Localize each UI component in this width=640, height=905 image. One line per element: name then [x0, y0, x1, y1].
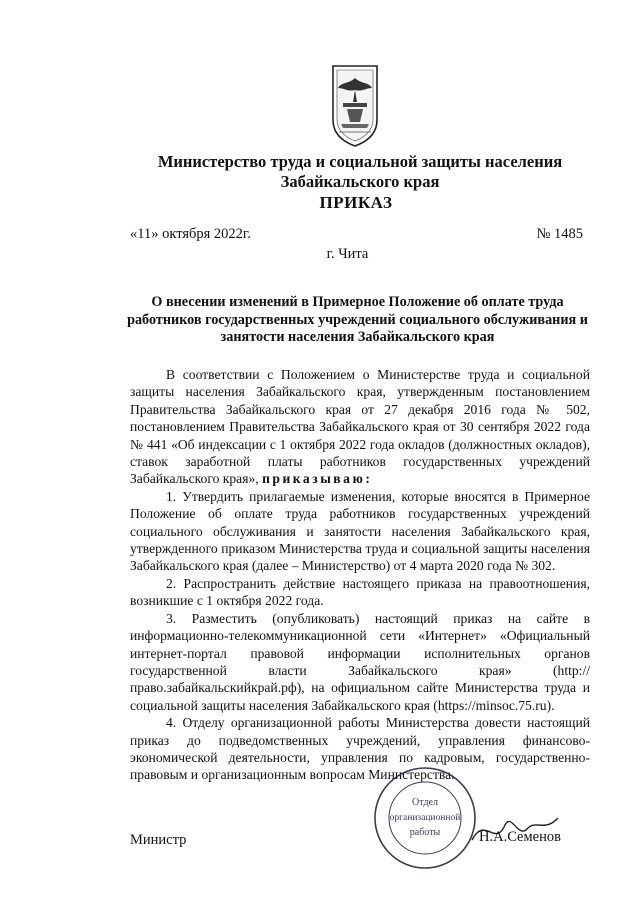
signatory-name: Н.А.Семенов [479, 829, 561, 845]
stamp-line3: работы [409, 827, 441, 838]
stamp-line2: организационной [389, 813, 461, 823]
signatory-position: Министр [130, 832, 187, 848]
document-subject [125, 294, 590, 347]
intro-paragraph [130, 366, 590, 488]
stamp-line1: Отдел [412, 797, 438, 808]
org-name-line2: Забайкальского края [280, 172, 440, 191]
subject-line3: занятости населения Забайкальского края [220, 329, 495, 345]
org-name-line1: Министерство труда и социальной защиты населения [157, 152, 563, 171]
intro-text: В соответствии с Положением о Министерстве труда и социальной защиты населения Забайкальского края, утвержденным постановлением Правительства Забайкальского края от 27 декабря 2016 года № 502, постановлением Правительства Забайкальского края от 30 сентября 2022 года № 441 «Об индексации с 1 октября 2022 года окладов (должностных окладов), ставок заработной платы работников государственных учреждений Забайкальского края», [130, 367, 590, 487]
subject-line2: работников государственных учреждений социального обслуживания и [127, 311, 588, 328]
list-item-4: 4. Отделу организационной работы Министерства довести настоящий приказ до подведомственных учреждений, управления финансово-экономической деятельности, управления по кадровым, государственно-правовым и организационным вопросам Министерства. [130, 715, 590, 783]
coat-of-arms-icon [329, 62, 381, 148]
order-word: приказываю: [262, 471, 373, 487]
document-date: «11» октября 2022г. [130, 226, 251, 242]
list-item-1: 1. Утвердить прилагаемые изменения, которые вносятся в Примерное Положение об оплате труда работников государственных учреждений социального обслуживания и занятости населения Забайкальского края, утвержденного приказом Министерства труда и социальной защиты населения Забайкальского края (далее – Министерство) от 4 марта 2020 года № 302. [130, 488, 590, 574]
subject-line1: О внесении изменений в Примерное Положение об оплате труда [151, 294, 564, 310]
list-item-2: 2. Распространить действие настоящего приказа на правоотношения, возникшие с 1 октября 2022 года. [130, 575, 590, 609]
document-number: № 1485 [536, 226, 583, 242]
list-item-3: 3. Разместить (опубликовать) настоящий приказ на сайте в информационно-телекоммуникационной сети «Интернет» «Официальный интернет-портал правовой информации исполнительных органов государственной власти Забайкальского края» (http://право.забайкальскийкрай.рф), на официальном сайте Министерства труда и социальной защиты населения Забайкальского края (https://minsoc.75.ru). [130, 610, 590, 713]
document-city: г. Чита [326, 246, 369, 262]
document-type: ПРИКАЗ [319, 193, 393, 212]
stamp-icon [370, 763, 480, 873]
document-body [130, 366, 590, 784]
